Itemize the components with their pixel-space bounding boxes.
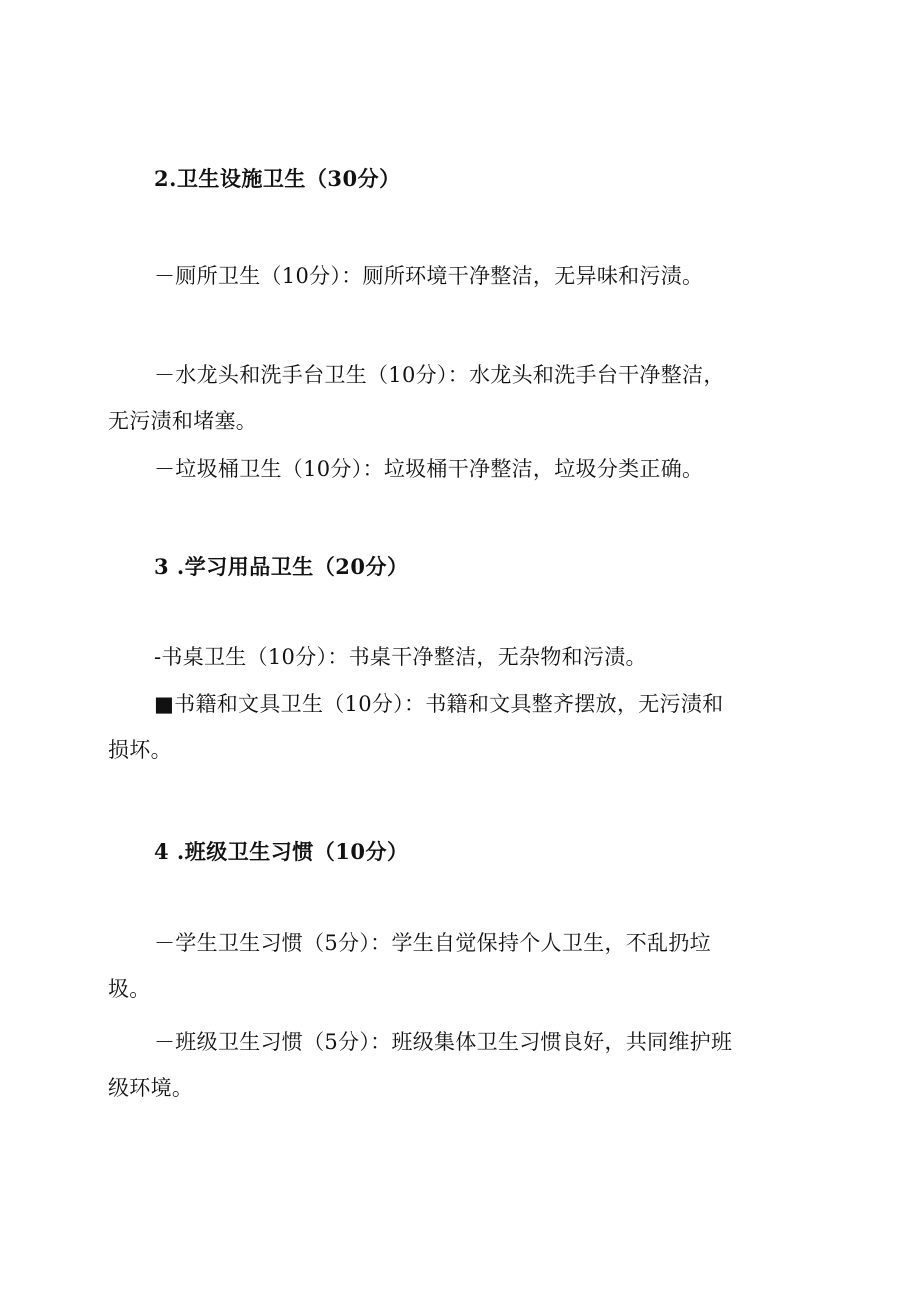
- item-line: 无污渍和堵塞。: [108, 409, 258, 433]
- section-heading-supplies: 3 .学习用品卫生（20分）: [154, 554, 409, 579]
- item-desk-hygiene: [108, 634, 808, 680]
- item-line: －厕所卫生（10分）：厕所环境干净整洁，无异味和污渍。: [154, 264, 704, 288]
- item-line: －学生卫生习惯（5分）：学生自觉保持个人卫生，不乱扔垃: [154, 931, 711, 955]
- item-line: －水龙头和洗手台卫生（10分）：水龙头和洗手台干净整洁，: [154, 363, 725, 387]
- item-line: 损坏。: [108, 738, 172, 762]
- item-line: －垃圾桶卫生（10分）：垃圾桶干净整洁，垃圾分类正确。: [154, 457, 704, 481]
- item-student-habits: [108, 920, 808, 1012]
- item-line: -书桌卫生（10分）：书桌干净整洁，无杂物和污渍。: [154, 645, 647, 669]
- section-heading-habits: 4 .班级卫生习惯（10分）: [154, 839, 409, 864]
- section-heading-facilities: 2.卫生设施卫生（30分）: [154, 166, 401, 191]
- item-toilet-hygiene: [108, 253, 808, 299]
- item-line: 圾。: [108, 977, 151, 1001]
- item-faucet-hygiene: [108, 352, 808, 444]
- item-class-habits: [108, 1019, 808, 1111]
- item-line: ■书籍和文具卫生（10分）：书籍和文具整齐摆放，无污渍和: [154, 692, 724, 716]
- item-line: 级环境。: [108, 1076, 194, 1100]
- item-line: －班级卫生习惯（5分）：班级集体卫生习惯良好，共同维护班: [154, 1030, 733, 1054]
- item-books-hygiene: [108, 681, 808, 773]
- item-trashcan-hygiene: [108, 446, 808, 492]
